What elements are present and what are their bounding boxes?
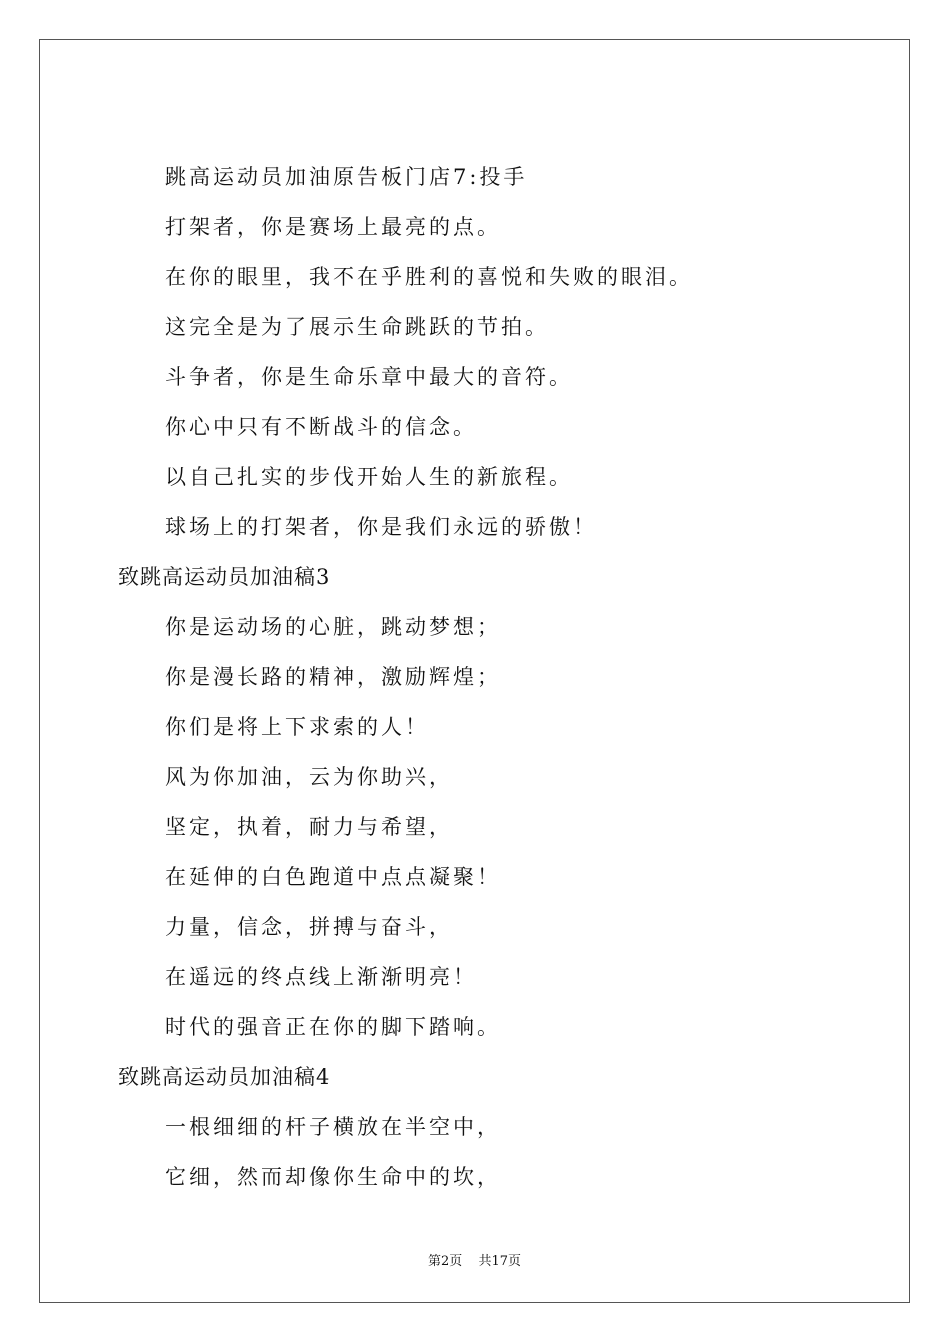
page-total: 共17页 [478, 1254, 521, 1269]
text-line: 力量，信念，拼搏与奋斗， [165, 915, 453, 939]
text-line: 跳高运动员加油原告板门店7:投手 [165, 165, 528, 189]
text-line: 在延伸的白色跑道中点点凝聚！ [165, 865, 501, 889]
page-number: 第2页 [428, 1254, 463, 1269]
text-line: 打架者，你是赛场上最亮的点。 [165, 215, 501, 239]
text-line: 在你的眼里，我不在乎胜利的喜悦和失败的眼泪。 [165, 265, 693, 289]
text-line: 这完全是为了展示生命跳跃的节拍。 [165, 315, 549, 339]
section-heading: 致跳高运动员加油稿3 [118, 565, 331, 589]
text-line: 一根细细的杆子横放在半空中， [165, 1115, 501, 1139]
document-body [40, 164, 909, 1214]
text-line: 坚定，执着，耐力与希望， [165, 815, 453, 839]
text-line: 球场上的打架者，你是我们永远的骄傲！ [165, 515, 597, 539]
text-line: 你是漫长路的精神，激励辉煌； [165, 665, 501, 689]
text-line: 风为你加油，云为你助兴， [165, 765, 453, 789]
text-line: 时代的强音正在你的脚下踏响。 [165, 1015, 501, 1039]
text-line: 它细，然而却像你生命中的坎， [165, 1165, 501, 1189]
text-line: 以自己扎实的步伐开始人生的新旅程。 [165, 465, 573, 489]
page-footer [40, 1250, 909, 1269]
text-line: 你是运动场的心脏，跳动梦想； [165, 615, 501, 639]
section-heading: 致跳高运动员加油稿4 [118, 1065, 331, 1089]
document-page [39, 39, 910, 1303]
text-line: 你心中只有不断战斗的信念。 [165, 415, 477, 439]
text-line: 在遥远的终点线上渐渐明亮！ [165, 965, 477, 989]
text-line: 斗争者，你是生命乐章中最大的音符。 [165, 365, 573, 389]
text-line: 你们是将上下求索的人！ [165, 715, 429, 739]
